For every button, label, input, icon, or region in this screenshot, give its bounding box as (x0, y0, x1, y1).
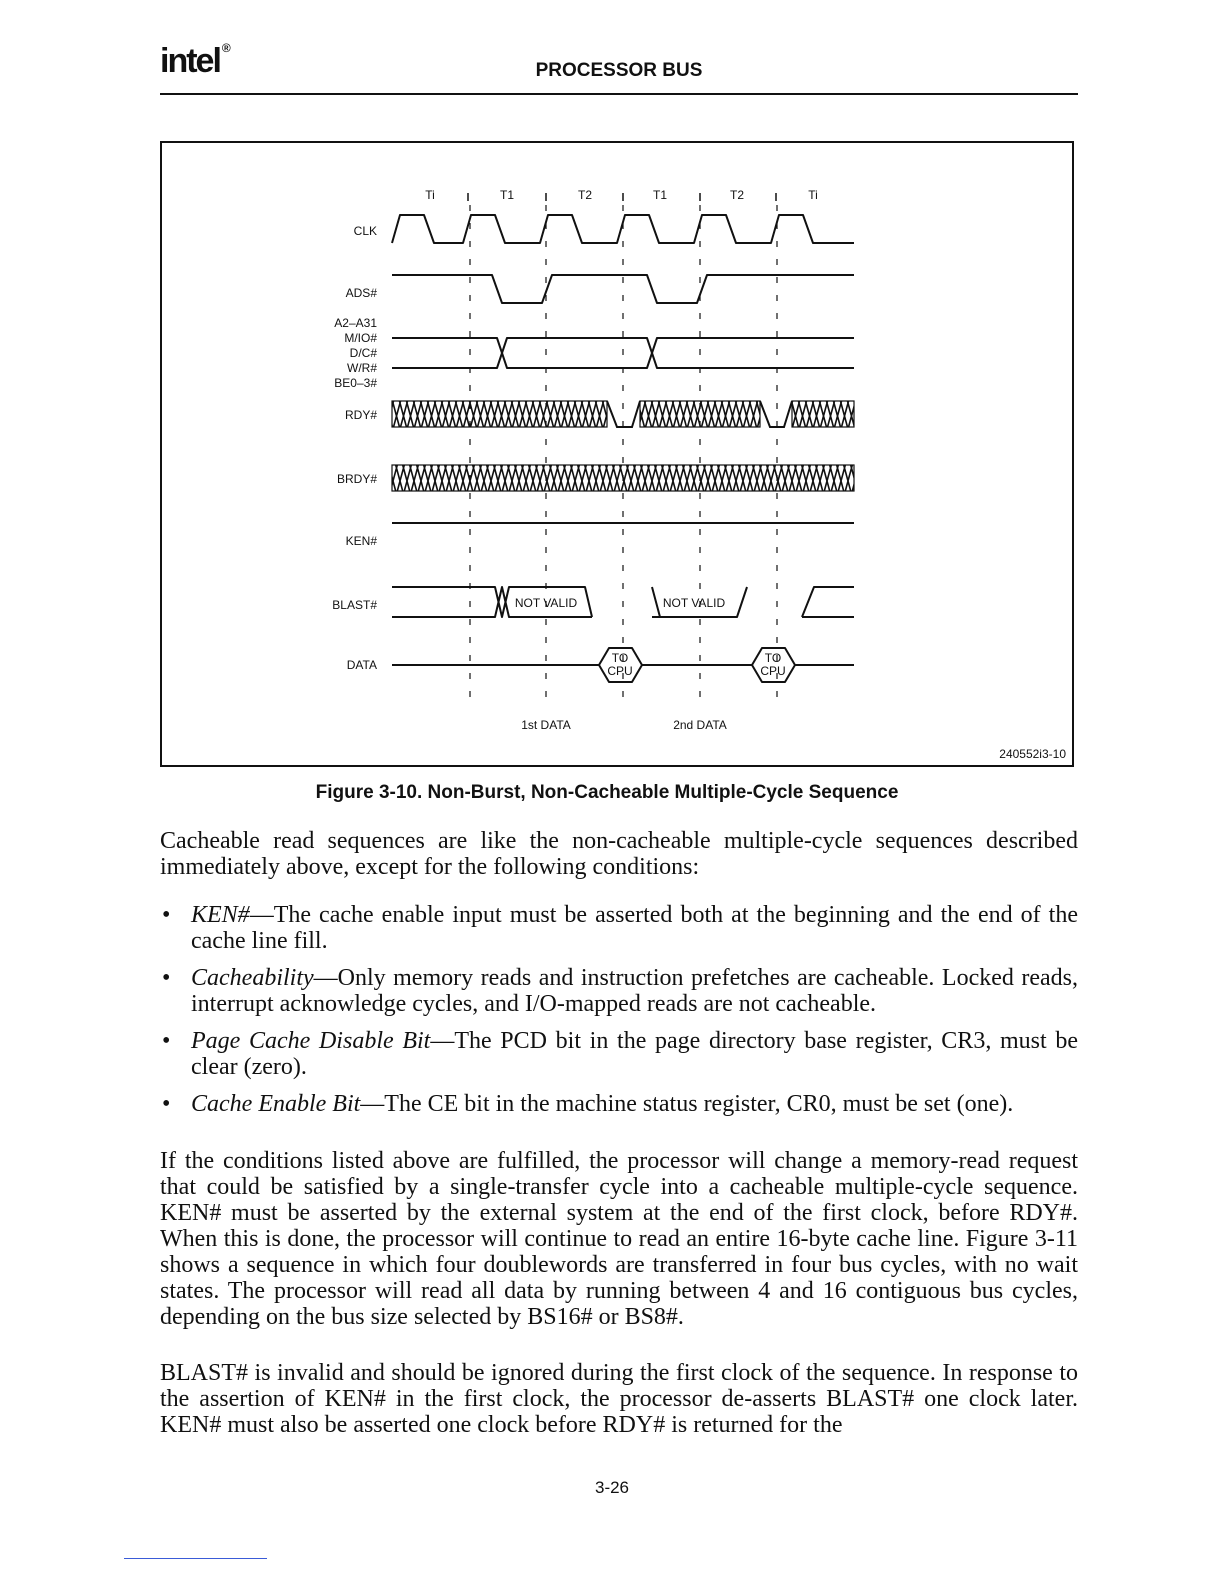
signal-label-data: DATA (346, 658, 377, 672)
timing-diagram (162, 143, 1072, 765)
list-item (160, 902, 1078, 954)
data-to-label-1: TO (611, 651, 629, 665)
list-item (160, 1091, 1078, 1117)
first-data-label: 1st DATA (521, 718, 571, 732)
blast-not-valid-1: NOT VALID (514, 596, 578, 610)
bullet-text: —The CE bit in the machine status register, CR0, must be set (one). (360, 1091, 1014, 1117)
bullet-dot: • (162, 965, 171, 991)
signal-label-mio: M/IO# (344, 331, 377, 345)
body-paragraph-3: BLAST# is invalid and should be ignored during the first clock of the sequence. In response to the assertion of KEN# in the first clock, the processor de-asserts BLAST# one clock later. KEN# must also be asserted one clock before RDY# is returned for the (160, 1360, 1078, 1438)
second-data-label: 2nd DATA (673, 718, 727, 732)
running-header-title: PROCESSOR BUS (535, 60, 703, 81)
list-item (160, 965, 1078, 1017)
signal-label-a2-a31: A2–A31 (334, 316, 377, 330)
bullet-term: KEN# (191, 902, 250, 928)
figure-id: 240552i3-10 (999, 747, 1066, 761)
bullet-dot: • (162, 1028, 171, 1054)
signal-label-rdy: RDY# (344, 408, 377, 422)
state-label-t2-1: T2 (577, 188, 593, 202)
signal-label-be: BE0–3# (334, 376, 377, 390)
list-item (160, 1028, 1078, 1080)
brdy-waveform (392, 465, 854, 491)
footer-rule (124, 1558, 267, 1559)
signal-label-brdy: BRDY# (336, 472, 377, 486)
signal-label-ads: ADS# (345, 286, 377, 300)
signal-label-clk: CLK (353, 224, 377, 238)
bullet-text: —The cache enable input must be asserted both at the beginning and the end of the cache line fill. (191, 902, 1078, 954)
bullet-term: Page Cache Disable Bit (191, 1028, 431, 1054)
data-to-label-2: TO (764, 651, 782, 665)
data-cpu-label-1: CPU (607, 664, 633, 678)
state-label-ti-2: Ti (808, 188, 818, 202)
bullet-dot: • (162, 1091, 171, 1117)
registered-mark: ® (221, 41, 231, 55)
time-guides (470, 205, 777, 703)
signal-label-ken: KEN# (345, 534, 377, 548)
state-label-ti-1: Ti (425, 188, 435, 202)
figure-caption: Figure 3-10. Non-Burst, Non-Cacheable Multiple-Cycle Sequence (315, 782, 899, 803)
bullet-term: Cache Enable Bit (191, 1091, 361, 1117)
bullet-term: Cacheability (191, 965, 314, 991)
bullet-text: —Only memory reads and instruction prefetches are cacheable. Locked reads, interrupt acknowledge cycles, and I/O-mapped reads are not cacheable. (191, 965, 1078, 1017)
header-rule (160, 93, 1078, 95)
signal-label-blast: BLAST# (332, 598, 377, 612)
blast-not-valid-2: NOT VALID (662, 596, 726, 610)
state-label-t2-2: T2 (729, 188, 745, 202)
signal-label-dc: D/C# (349, 346, 377, 360)
signal-label-wr: W/R# (347, 361, 377, 375)
bullet-text: —The PCD bit in the page directory base register, CR3, must be clear (zero). (191, 1028, 1078, 1080)
data-cpu-label-2: CPU (760, 664, 786, 678)
page-number: 3-26 (594, 1478, 630, 1497)
timing-diagram-figure (160, 141, 1074, 767)
state-label-t1-2: T1 (652, 188, 668, 202)
state-label-t1-1: T1 (499, 188, 515, 202)
body-paragraph-2: If the conditions listed above are fulfilled, the processor will change a memory-read request that could be satisfied by a single-transfer cycle into a cacheable multiple-cycle sequence. KEN# must be asserted by the external system at the end of the first clock, before RDY#. When this is done, the processor will continue to read an entire 16-byte cache line. Figure 3-11 shows a sequence in which four doublewords are transferred in four bus cycles, with no wait states. The processor will read all data by running between 4 and 16 contiguous bus cycles, depending on the bus size selected by BS16# or BS8#. (160, 1148, 1078, 1330)
logo-text: intel (160, 42, 220, 80)
conditions-list (160, 902, 1078, 1128)
intro-paragraph: Cacheable read sequences are like the non-cacheable multiple-cycle sequences described immediately above, except for the following conditions: (160, 828, 1078, 880)
bullet-dot: • (162, 902, 171, 928)
